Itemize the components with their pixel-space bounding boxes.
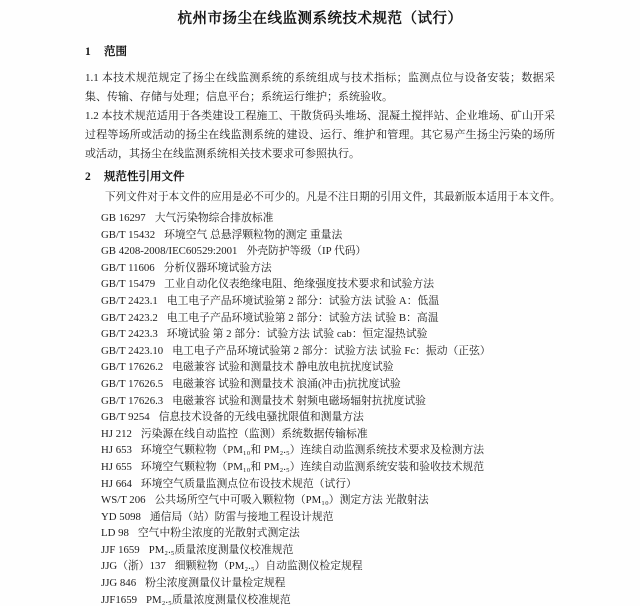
reference-item <box>101 409 555 426</box>
reference-title: 电磁兼容 试验和测量技术 浪涌(冲击)抗扰度试验 <box>172 377 401 390</box>
reference-title: 通信局（站）防雷与接地工程设计规范 <box>149 510 334 523</box>
reference-title: 电磁兼容 试验和测量技术 静电放电抗扰度试验 <box>172 361 394 374</box>
reference-code: GB 16297 <box>101 212 146 224</box>
reference-title: PM₂.₅质量浓度测量仪校准规范 <box>146 593 291 606</box>
reference-title: 电工电子产品环境试验第 2 部分：试验方法 试验 A：低温 <box>166 294 440 307</box>
reference-item <box>101 310 555 327</box>
reference-code: GB/T 2423.1 <box>101 294 158 307</box>
reference-code: JJF 1659 <box>101 543 140 556</box>
reference-code: GB/T 17626.5 <box>101 377 164 390</box>
reference-title: 环境空气 总悬浮颗粒物的测定 重量法 <box>164 228 343 241</box>
reference-code: HJ 653 <box>101 444 132 457</box>
reference-title: 大气污染物综合排放标准 <box>154 212 274 224</box>
reference-title: 环境空气颗粒物（PM₁₀和 PM₂.₅）连续自动监测系统安装和验收技术规范 <box>140 460 485 473</box>
reference-code: GB/T 17626.3 <box>101 394 164 407</box>
references-list <box>85 210 555 606</box>
section-2-number: 2 <box>85 171 91 183</box>
reference-item <box>101 558 555 575</box>
reference-title: 细颗粒物（PM₂.₅）自动监测仪检定规程 <box>174 560 363 573</box>
reference-title: 电工电子产品环境试验第 2 部分：试验方法 试验 B：高温 <box>166 311 439 324</box>
reference-code: GB/T 2423.10 <box>101 344 164 357</box>
reference-code: GB/T 2423.2 <box>101 311 158 324</box>
reference-item <box>101 509 555 526</box>
reference-code: GB/T 9254 <box>101 411 150 424</box>
section-2-heading <box>85 171 555 184</box>
document-title: 杭州市扬尘在线监测系统技术规范（试行） <box>177 11 463 27</box>
reference-code: GB/T 11606 <box>101 261 155 274</box>
section-1-number: 1 <box>85 46 91 58</box>
reference-title: 环境空气质量监测点位布设技术规范（试行） <box>140 477 357 490</box>
reference-code: GB/T 15432 <box>101 228 156 241</box>
reference-code: GB/T 17626.2 <box>101 361 164 374</box>
reference-title: 电工电子产品环境试验第 2 部分：试验方法 试验 Fc：振动（正弦） <box>172 344 491 357</box>
reference-item <box>101 542 555 559</box>
reference-item <box>101 293 555 310</box>
reference-title: 公共场所空气中可吸入颗粒物（PM₁₀）测定方法 光散射法 <box>154 494 429 507</box>
reference-title: 粉尘浓度测量仪计量检定规程 <box>145 577 286 590</box>
reference-item <box>101 476 555 493</box>
reference-title: 外壳防护等级（IP 代码） <box>246 245 367 258</box>
reference-title: 信息技术设备的无线电骚扰限值和测量方法 <box>158 411 364 424</box>
section-1-title: 范围 <box>104 46 127 58</box>
section-1-heading <box>85 46 555 59</box>
reference-code: LD 98 <box>101 527 129 540</box>
paragraph-1-1: 1.1 本技术规范规定了扬尘在线监测系统的系统组成与技术指标；监测点位与设备安装；数据采集、传输、存储与处理；信息平台；系统运行维护；系统验收。 <box>85 72 555 103</box>
reference-title: 电磁兼容 试验和测量技术 射频电磁场辐射抗扰度试验 <box>172 394 426 407</box>
reference-item <box>101 426 555 443</box>
reference-item <box>101 359 555 376</box>
section-2-title: 规范性引用文件 <box>104 171 185 183</box>
reference-code: JJG（浙）137 <box>101 560 166 573</box>
reference-item <box>101 575 555 592</box>
reference-code: GB 4208-2008/IEC60529:2001 <box>101 245 238 258</box>
reference-code: YD 5098 <box>101 510 141 523</box>
reference-title: 环境试验 第 2 部分：试验方法 试验 cab：恒定湿热试验 <box>166 328 428 341</box>
reference-code: WS/T 206 <box>101 494 146 507</box>
reference-item <box>101 210 555 227</box>
reference-code: HJ 664 <box>101 477 132 490</box>
references-intro: 下列文件对于本文件的应用是必不可少的。凡是不注日期的引用文件，其最新版本适用于本文件。 <box>105 192 561 203</box>
reference-code: HJ 655 <box>101 460 132 473</box>
paragraph-1-2: 1.2 本技术规范适用于各类建设工程施工、干散货码头堆场、混凝土搅拌站、企业堆场、矿山开采过程等场所或活动的扬尘在线监测系统的建设、运行、维护和管理。其它易产生扬尘污染的场所或活动，其扬尘在线监测系统相关技术要求可参照执行。 <box>85 110 555 160</box>
reference-code: JJG 846 <box>101 577 137 590</box>
reference-code: GB/T 2423.3 <box>101 328 158 341</box>
reference-item <box>101 227 555 244</box>
reference-item <box>101 492 555 509</box>
document-body <box>85 46 561 606</box>
reference-title: PM₂.₅质量浓度测量仪校准规范 <box>148 543 294 556</box>
reference-item <box>101 525 555 542</box>
reference-item <box>101 260 555 277</box>
reference-item <box>101 326 555 343</box>
reference-item <box>101 243 555 260</box>
reference-item <box>101 442 555 459</box>
reference-title: 污染源在线自动监控（监测）系统数据传输标准 <box>140 427 368 440</box>
reference-code: GB/T 15479 <box>101 278 156 291</box>
reference-code: HJ 212 <box>101 427 132 440</box>
reference-title: 分析仪器环境试验方法 <box>163 261 272 274</box>
reference-item <box>101 459 555 476</box>
reference-item <box>101 343 555 360</box>
reference-item <box>101 376 555 393</box>
reference-title: 环境空气颗粒物（PM₁₀和 PM₂.₅）连续自动监测系统技术要求及检测方法 <box>140 444 485 457</box>
reference-code: JJF1659 <box>101 593 138 606</box>
reference-item <box>101 276 555 293</box>
reference-item <box>101 592 555 606</box>
reference-title: 空气中粉尘浓度的光散射式测定法 <box>137 527 300 540</box>
reference-item <box>101 393 555 410</box>
reference-title: 工业自动化仪表绝缘电阻、绝缘强度技术要求和试验方法 <box>164 278 435 291</box>
